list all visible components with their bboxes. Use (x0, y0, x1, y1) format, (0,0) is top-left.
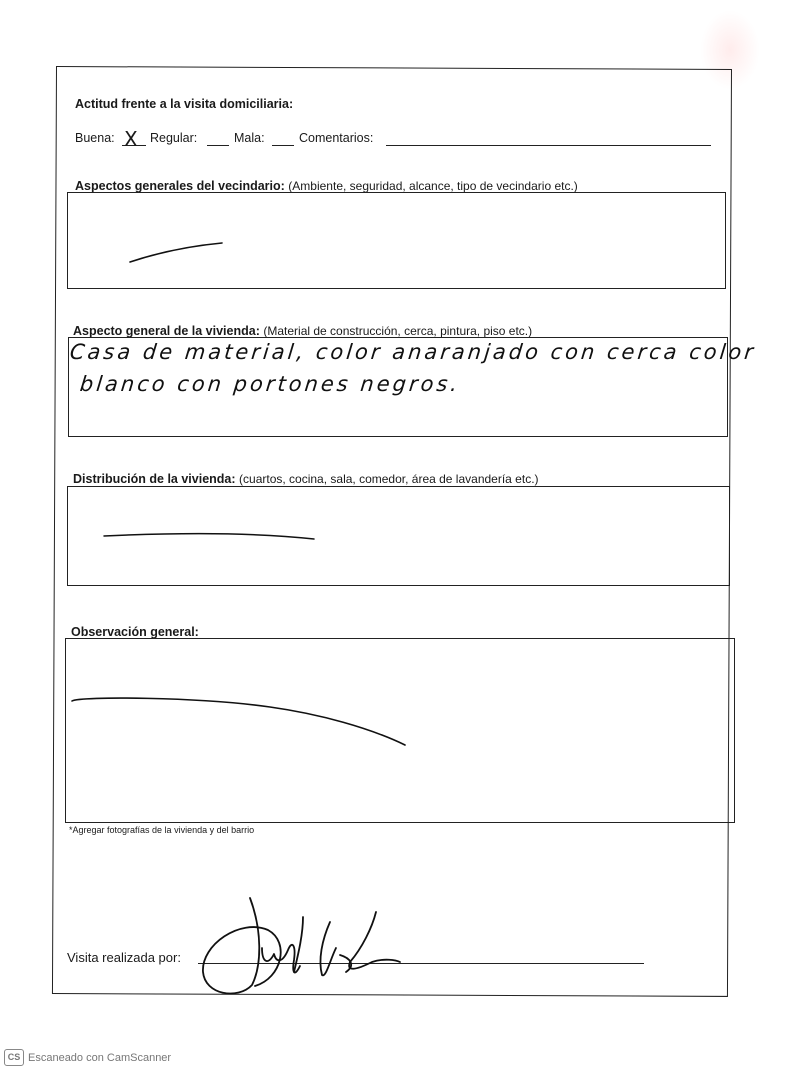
distribution-label-text: Distribución de la vivienda: (73, 472, 236, 486)
comentarios-label: Comentarios: (299, 131, 374, 145)
observation-label: Observación general: (71, 625, 199, 639)
neighborhood-label-text: Aspectos generales del vecindario: (75, 179, 285, 193)
buena-label: Buena: (75, 131, 115, 145)
distribution-answer-box[interactable] (67, 486, 730, 586)
distribution-label (73, 472, 539, 486)
mala-label: Mala: (234, 131, 265, 145)
housing-label-text: Aspecto general de la vivienda: (73, 324, 260, 338)
attitude-heading: Actitud frente a la visita domiciliaria: (75, 97, 294, 111)
visit-by-field[interactable] (198, 963, 644, 964)
neighborhood-hint: (Ambiente, seguridad, alcance, tipo de vecindario etc.) (288, 179, 578, 193)
distribution-hint: (cuartos, cocina, sala, comedor, área de lavandería etc.) (239, 472, 539, 486)
comentarios-field[interactable] (386, 145, 711, 146)
photo-footnote: *Agregar fotografías de la vivienda y del barrio (69, 825, 255, 835)
housing-answer-line-1: Casa de material, color anaranjado con cerca color (68, 340, 758, 364)
camscanner-logo-icon: CS (4, 1049, 24, 1066)
regular-label: Regular: (150, 131, 198, 145)
buena-check-mark: X (124, 127, 138, 151)
camscanner-text: Escaneado con CamScanner (28, 1051, 172, 1064)
camscanner-watermark (4, 1049, 171, 1066)
observation-answer-box[interactable] (65, 638, 735, 823)
housing-label (73, 324, 532, 338)
housing-hint: (Material de construcción, cerca, pintura, piso etc.) (263, 324, 533, 338)
neighborhood-answer-box[interactable] (67, 192, 726, 289)
mala-field[interactable] (272, 145, 294, 146)
regular-field[interactable] (207, 145, 229, 146)
neighborhood-label (75, 179, 578, 193)
housing-answer-line-2: blanco con portones negros. (78, 372, 462, 396)
visit-by-label: Visita realizada por: (67, 950, 181, 965)
